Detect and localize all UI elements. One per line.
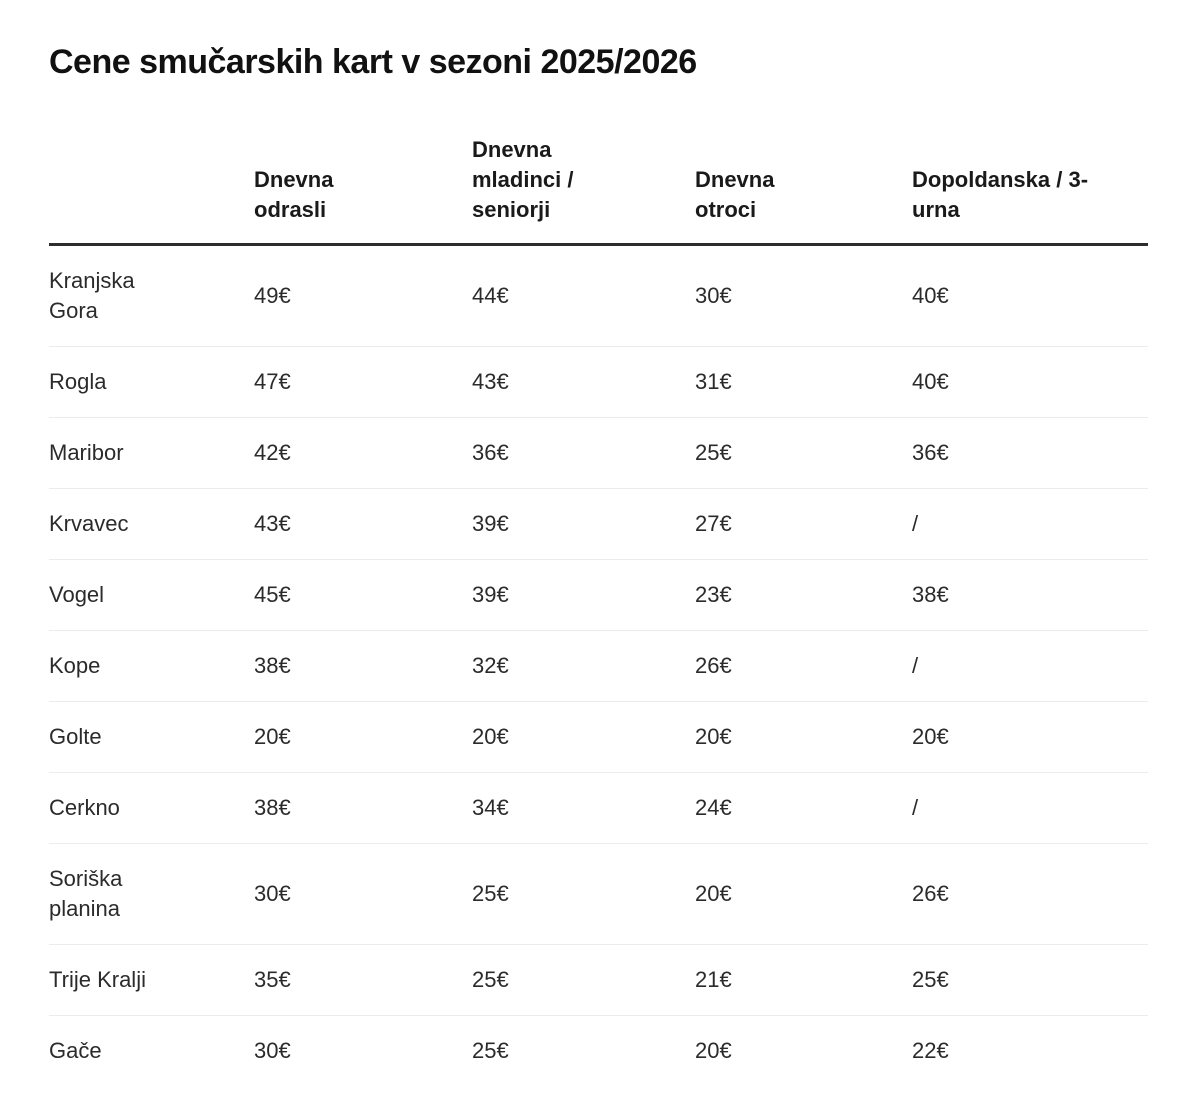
price-cell: 21€ [695, 944, 912, 1015]
resort-name: Cerkno [49, 794, 120, 820]
price-cell: 36€ [912, 417, 1148, 488]
price-cell: 25€ [472, 944, 695, 1015]
price-cell: 47€ [254, 346, 472, 417]
price-cell: 25€ [472, 843, 695, 944]
price-cell: 20€ [254, 701, 472, 772]
price-cell: 22€ [912, 1037, 949, 1063]
price-cell: 25€ [695, 417, 912, 488]
price-cell: / [912, 772, 1148, 843]
price-cell: 43€ [254, 488, 472, 559]
price-cell: 43€ [472, 346, 695, 417]
price-cell: 39€ [472, 559, 695, 630]
col-header-label: Dnevna odrasli [254, 166, 334, 222]
resort-name-cell [49, 701, 254, 772]
resort-name-cell [49, 1015, 254, 1086]
table-header [49, 135, 1148, 245]
table-row [49, 244, 1148, 346]
price-cell: 36€ [472, 417, 695, 488]
resort-name-cell [49, 488, 254, 559]
price-cell: 30€ [254, 843, 472, 944]
table-row [49, 346, 1148, 417]
price-cell: 32€ [472, 630, 695, 701]
price-cell: 31€ [695, 346, 912, 417]
price-cell: 26€ [695, 630, 912, 701]
table-row [49, 417, 1148, 488]
price-cell: 24€ [695, 772, 912, 843]
price-cell: 26€ [912, 843, 1148, 944]
resort-name: Rogla [49, 368, 107, 394]
price-cell: 39€ [472, 488, 695, 559]
table-row [49, 843, 1148, 944]
col-header-dnevna-otroci [695, 135, 912, 245]
price-cell: 20€ [695, 701, 912, 772]
price-cell: 42€ [254, 417, 472, 488]
table-body [49, 244, 1148, 1086]
price-cell: 25€ [912, 944, 1148, 1015]
price-cell: 45€ [254, 559, 472, 630]
corner-header-cell [49, 135, 254, 245]
resort-name: Trije Kralji [49, 966, 146, 992]
table-row [49, 559, 1148, 630]
resort-name: Kope [49, 652, 101, 678]
table-row [49, 944, 1148, 1015]
resort-name: Gače [49, 1037, 102, 1063]
price-cell: 38€ [254, 772, 472, 843]
col-header-dnevna-mladinci-seniorji [472, 135, 695, 245]
col-header-dopoldanska-3-urna [912, 135, 1148, 245]
price-cell: 20€ [912, 701, 1148, 772]
price-cell: 20€ [472, 701, 695, 772]
col-header-label: Dopoldanska / 3-urna [912, 166, 1089, 222]
price-cell: / [912, 488, 1148, 559]
resort-name: Soriška planina [49, 865, 123, 921]
price-cell: 27€ [695, 488, 912, 559]
resort-name-cell [49, 559, 254, 630]
resort-name-cell [49, 630, 254, 701]
page-title: Cene smučarskih kart v sezoni 2025/2026 [49, 43, 697, 81]
resort-name-cell [49, 346, 254, 417]
col-header-label: Dnevna mladinci / seniorji [472, 136, 574, 222]
price-cell: 23€ [695, 559, 912, 630]
resort-name-cell [49, 944, 254, 1015]
price-cell: 35€ [254, 944, 472, 1015]
col-header-dnevna-odrasli [254, 135, 472, 245]
table-row [49, 701, 1148, 772]
header-row [49, 135, 1148, 245]
col-header-label: Dnevna otroci [695, 166, 775, 222]
resort-name-cell [49, 843, 254, 944]
table-row [49, 772, 1148, 843]
price-cell: 40€ [912, 244, 1148, 346]
resort-name: Vogel [49, 581, 105, 607]
table-row [49, 630, 1148, 701]
table-row [49, 488, 1148, 559]
resort-name-cell [49, 772, 254, 843]
price-cell: 25€ [472, 1037, 509, 1063]
resort-name: Maribor [49, 439, 124, 465]
resort-name: Golte [49, 723, 102, 749]
resort-name-cell [49, 244, 254, 346]
price-cell: 30€ [254, 1037, 291, 1063]
price-cell: 40€ [912, 346, 1148, 417]
price-cell: 20€ [695, 843, 912, 944]
table-row [49, 1015, 1148, 1086]
price-cell: 44€ [472, 244, 695, 346]
resort-name: Krvavec [49, 510, 129, 536]
price-cell: 20€ [695, 1037, 732, 1063]
price-cell: / [912, 630, 1148, 701]
price-cell: 38€ [912, 559, 1148, 630]
resort-name-cell [49, 417, 254, 488]
ski-price-table [49, 135, 1148, 1086]
price-cell: 34€ [472, 772, 695, 843]
price-cell: 30€ [695, 244, 912, 346]
resort-name: Kranjska Gora [49, 267, 135, 323]
price-cell: 38€ [254, 630, 472, 701]
price-cell: 49€ [254, 244, 472, 346]
